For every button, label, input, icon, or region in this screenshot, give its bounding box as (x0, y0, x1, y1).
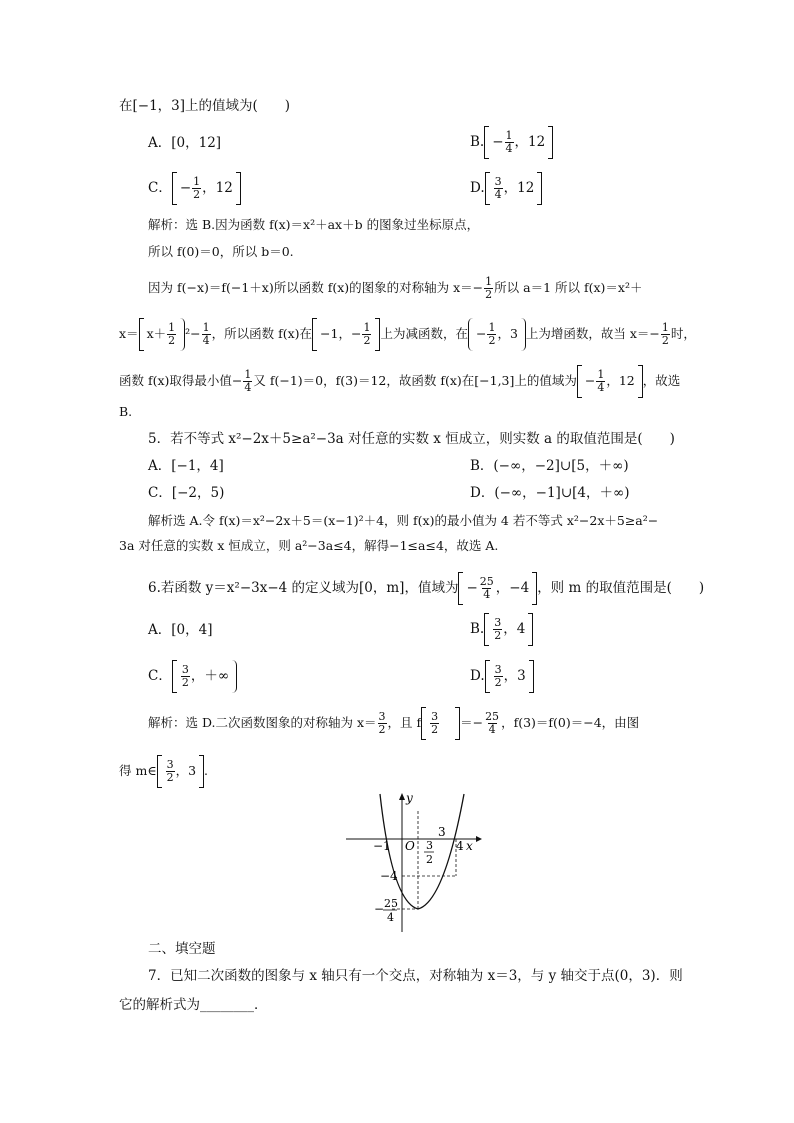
q4-solution-line5: 函数 f(x)取得最小值− $\frac{1}{4}$ 又 f(−1)＝0，f(3)＝12，故函数 f(x)在[−1,3]上的值域为 − $\frac{1}{4}$ ，12 ，故选 (119, 368, 681, 394)
x-three-halves-den: 2 (426, 853, 433, 866)
q4-solution-line3: 因为 f(−x)＝f(−1＋x)所以函数 f(x)的图象的对称轴为 x＝− $\frac{1}{2}$ 所以 a＝1 所以 f(x)＝x²＋ (148, 275, 643, 301)
q4-option-d: D. $\frac{3}{4}$ ，12 (470, 176, 542, 201)
q4-solution-line2: 所以 f(0)＝0，所以 b＝0. (148, 244, 294, 259)
origin-label: O (405, 839, 415, 853)
q5-option-b: B．(−∞，−2]∪[5，＋∞) (470, 458, 629, 474)
q7-line1: 7．已知二次函数的图象与 x 轴只有一个交点，对称轴为 x＝3，与 y 轴交于点(0，3)．则 (148, 968, 683, 984)
parabola-curve (380, 794, 464, 909)
q5-solution-line2: 3a 对任意的实数 x 恒成立，则 a²−3a≤4，解得−1≤a≤4，故选 A. (119, 538, 499, 553)
q6-option-a: A．[0，4] (148, 622, 213, 638)
q5-stem: 5．若不等式 x²−2x＋5≥a²−3a 对任意的实数 x 恒成立，则实数 a 的取值范围是( ) (148, 431, 675, 447)
section-heading: 二、填空题 (148, 941, 216, 957)
q4-stem-tail: 在[−1，3]上的值域为( ) (119, 98, 291, 114)
y-min-den: 4 (387, 911, 394, 924)
q4-solution-line6: B. (119, 404, 133, 419)
y-axis-arrow-icon (399, 793, 405, 800)
q6-option-b: B. $\frac{3}{2}$ ，4 (470, 617, 533, 642)
x-axis-label: x (466, 839, 473, 853)
x-neg1-label: −1 (373, 839, 391, 853)
y-neg4-label: −4 (380, 869, 398, 883)
q5-option-a: A．[−1，4] (148, 458, 224, 474)
q6-stem: 6.若函数 y＝x²−3x−4 的定义域为[0，m]，值域为 − $\frac{25}{4}$ ，−4 ，则 m 的取值范围是( ) (148, 575, 705, 601)
q5-option-d: D．(−∞，−1]∪[4，＋∞) (470, 485, 630, 501)
q4-option-c: C． − $\frac{1}{2}$ ，12 (148, 176, 241, 201)
x-4-label: 4 (456, 839, 464, 853)
y-axis-label: y (406, 791, 413, 805)
q4-option-a: A．[0，12] (148, 135, 222, 151)
parabola-graph (340, 786, 490, 934)
x-axis-arrow-icon (476, 836, 482, 842)
q6-option-d: D. $\frac{3}{2}$ ，3 (470, 664, 534, 689)
q6-option-c: C． $\frac{3}{2}$ ，＋∞ (148, 664, 237, 689)
q4-solution-line4: x＝ x＋ $\frac{1}{2}$ ²− $\frac{1}{4}$ ，所以函数 f(x)在 −1，− $\frac{1}{2}$ 上为减函数，在 − $\frac{1}{2}$ ，3 上为增函数，故当 x＝− $\frac{1}{2}$ 时， (119, 321, 696, 347)
q6-solution-line1: 解析：选 D.二次函数图象的对称轴为 x＝ $\frac{3}{2}$ ，且 f $\frac{3}{2}$ ＝− $\frac{25}{4}$ ，f(3)＝f(0)＝−4，由图 (148, 710, 640, 736)
y-min-sign: − (374, 902, 385, 916)
q6-solution-line2: 得 m∈ $\frac{3}{2}$ ，3 . (119, 758, 209, 784)
q7-line2: 它的解析式为________． (119, 997, 268, 1013)
x-three-halves-num: 3 (426, 839, 433, 852)
q5-option-c: C．[−2，5) (148, 485, 225, 501)
x-3-label: 3 (438, 825, 446, 839)
q4-solution-line1: 解析：选 B.因为函数 f(x)＝x²＋ax＋b 的图象过坐标原点， (148, 217, 480, 232)
y-min-num: 25 (384, 897, 398, 910)
q5-solution-line1: 解析选 A.令 f(x)＝x²−2x＋5＝(x−1)²＋4，则 f(x)的最小值为 4 若不等式 x²−2x＋5≥a²− (148, 513, 659, 528)
q4-option-b: B. − $\frac{1}{4}$ ，12 (470, 130, 553, 155)
